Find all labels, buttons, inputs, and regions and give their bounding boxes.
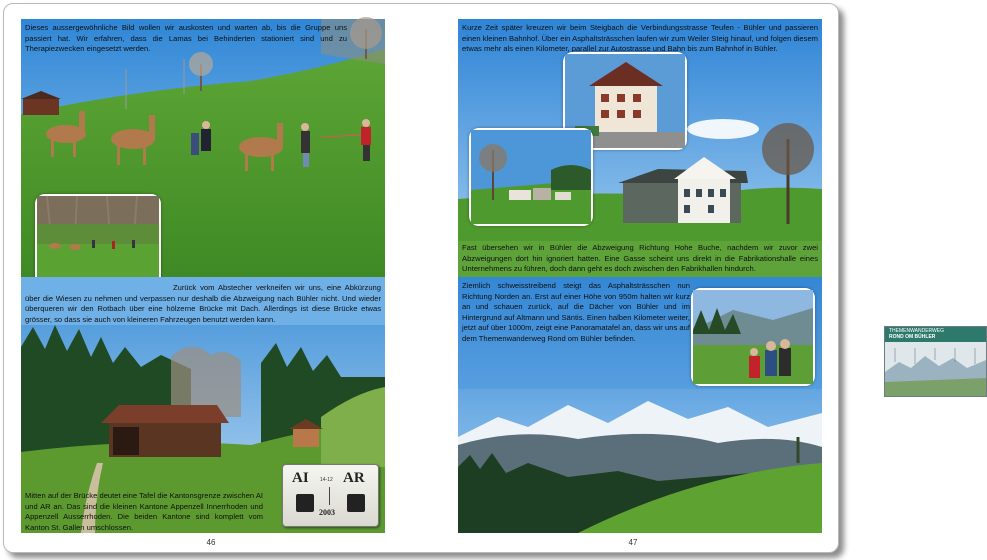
page-number: 47 [628, 538, 638, 547]
sign-divider [329, 487, 330, 505]
board-title-line-1: THEMENWANDERWEG [889, 328, 944, 334]
bear-emblem-icon [296, 494, 314, 512]
left-paragraph-2: Zurück vom Abstecher verkneifen wir uns, eine Abkürzung über die Wiesen zu nehmen und verpassen nur deshalb die Abzweigung nach Bühler nicht. Und wieder überqueren wir den Rotbach über eine hölzerne Brücke mit Dach. Allerdings ist diese Brücke etwas grösser, so dass sie auch von kleineren Fahrzeugen benutzt werden kann. [25, 283, 381, 324]
hikers-inset-scene [693, 290, 813, 384]
bear-emblem-icon [347, 494, 365, 512]
book-spread [3, 3, 944, 553]
board-title [889, 329, 944, 340]
board-panorama-graphic [885, 342, 986, 396]
sign-right-code: AR [343, 470, 365, 486]
panorama-board [884, 326, 987, 397]
hikers-inset-photo [691, 288, 815, 386]
station-inset-photo [469, 128, 593, 226]
left-paragraph-3: Mitten auf der Brücke deutet eine Tafel die Kantonsgrenze zwischen AI und AR an. Das sind die kleinen Kantone Appenzell Innerrhoden und Appenzell Ausserrhoden. Die beiden Kantone sind komplett vom Kanton St. Gallen umschlossen. [25, 491, 263, 532]
right-paragraph-3: Ziemlich schweisstreibend steigt das Asphaltsträsschen nun Richtung Norden an. Erst auf einer Höhe von 950m halten wir kurz an und schauen zurück, auf die Dächer von Bühler und im Hintergrund auf Altmann und Säntis. Einen halben Kilometer weiter, jetzt auf über 1000m, zeigt eine Panoramatafel an, dass wir uns auf dem Themenwanderweg Rond om Bühler befinden. [462, 281, 690, 343]
board-title-line-2: ROND OM BÜHLER [889, 333, 936, 340]
page-number: 46 [206, 538, 216, 547]
right-paragraph-2: Fast übersehen wir in Bühler die Abzweigung Richtung Hohe Buche, nachdem wir zuvor zwei Abzweigungen dort hin ignoriert hatten. Eine Gasse scheint uns direkt in die Fabrikationshalle eines Unternehmens zu führen, doch dann geht es doch zwischen den Fabrikhallen hindurch. [462, 243, 818, 274]
station-inset-scene [471, 130, 591, 224]
sign-left-code: AI [292, 470, 309, 486]
sign-small-text: 14-12 [320, 477, 333, 483]
meadow-inset-scene [37, 196, 159, 290]
left-page [4, 4, 421, 552]
sign-year: 2003 [319, 508, 335, 517]
canton-border-sign [282, 464, 379, 527]
right-paragraph-1: Kurze Zeit später kreuzen wir beim Steigbach die Verbindungsstrasse Teufen - Bühler und passieren einen kleinen Bahnhof. Über ein Asphaltsträsschen laufen wir zum Weiler Steig hinauf, und folgen diesem etwas mehr als einen Kilometer, parallel zur Autostrasse und Bahn bis zum Bahnhof in Bühler. [462, 23, 818, 54]
right-page [421, 4, 944, 552]
left-paragraph-1: Dieses aussergewöhnliche Bild wollen wir auskosten und warten ab, bis die Gruppe uns passiert hat. Wir erfahren, dass die Lamas bei Behinderten stationiert sind und zu Therapiezwecken eingesetzt werden. [25, 23, 347, 54]
